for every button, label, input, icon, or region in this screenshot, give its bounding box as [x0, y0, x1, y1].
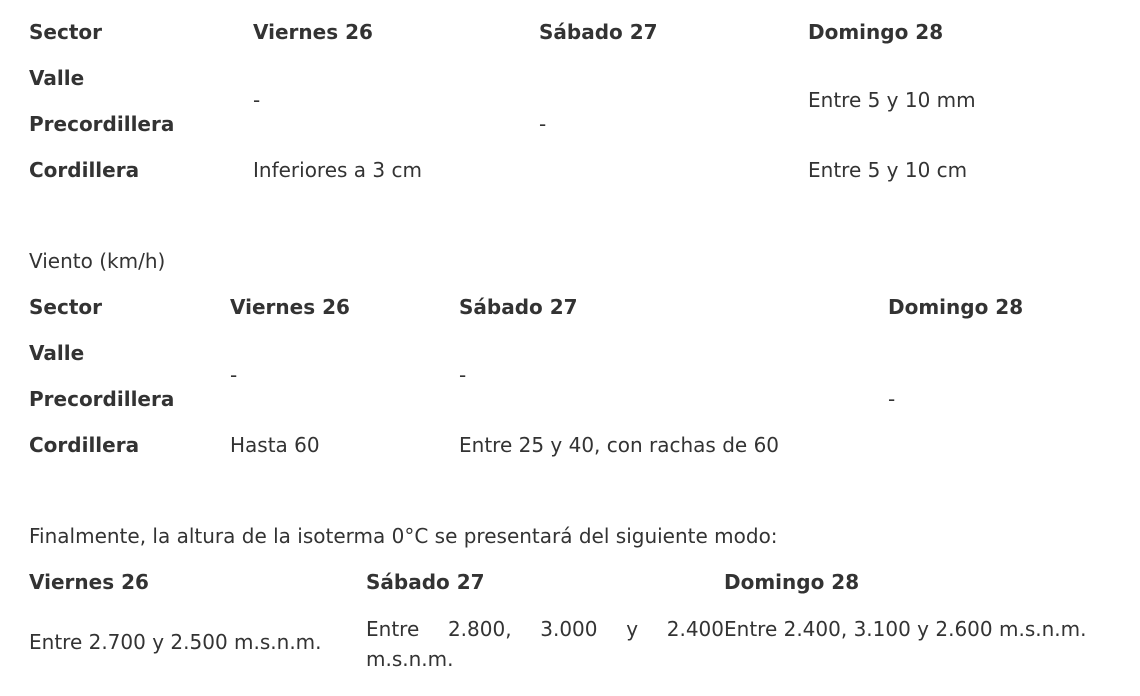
table1-cell-viernes-valle-pre: - — [253, 88, 261, 112]
isotherm-intro: Finalmente, la altura de la isoterma 0°C se presentará del siguiente modo: — [29, 524, 778, 548]
isotherm-header-domingo: Domingo 28 — [724, 570, 860, 594]
wind-header-sector: Sector — [29, 295, 102, 319]
table1-header-sabado: Sábado 27 — [539, 20, 658, 44]
wind-header-domingo: Domingo 28 — [888, 295, 1024, 319]
isotherm-value-sabado: Entre 2.800, 3.000 y 2.400 m.s.n.m. — [366, 617, 724, 671]
table1-header-domingo: Domingo 28 — [808, 20, 944, 44]
wind-cell-sabado-cordillera: Entre 25 y 40, con rachas de 60 — [459, 433, 780, 457]
wind-row-cordillera: Cordillera — [29, 433, 140, 457]
wind-header-sabado: Sábado 27 — [459, 295, 578, 319]
table1-row-cordillera: Cordillera — [29, 158, 140, 182]
wind-title: Viento (km/h) — [29, 249, 166, 273]
isotherm-value-viernes: Entre 2.700 y 2.500 m.s.n.m. — [29, 630, 322, 654]
table1-header-viernes: Viernes 26 — [253, 20, 373, 44]
table1-header-sector: Sector — [29, 20, 102, 44]
wind-cell-viernes-cordillera: Hasta 60 — [230, 433, 320, 457]
isotherm-header-sabado: Sábado 27 — [366, 570, 485, 594]
wind-cell-sabado-valle-pre: - — [459, 363, 467, 387]
wind-row-precordillera: Precordillera — [29, 387, 175, 411]
wind-header-viernes: Viernes 26 — [230, 295, 350, 319]
wind-cell-viernes-valle-pre: - — [230, 363, 238, 387]
table1-row-valle: Valle — [29, 66, 85, 90]
table1-cell-sabado: - — [539, 112, 547, 136]
table1-cell-domingo-valle-pre: Entre 5 y 10 mm — [808, 88, 976, 112]
wind-row-valle: Valle — [29, 341, 85, 365]
wind-cell-domingo: - — [888, 387, 896, 411]
isotherm-header-viernes: Viernes 26 — [29, 570, 149, 594]
isotherm-value-domingo: Entre 2.400, 3.100 y 2.600 m.s.n.m. — [724, 617, 1087, 641]
table1-row-precordillera: Precordillera — [29, 112, 175, 136]
table1-cell-viernes-cordillera: Inferiores a 3 cm — [253, 158, 422, 182]
table1-cell-domingo-cordillera: Entre 5 y 10 cm — [808, 158, 968, 182]
